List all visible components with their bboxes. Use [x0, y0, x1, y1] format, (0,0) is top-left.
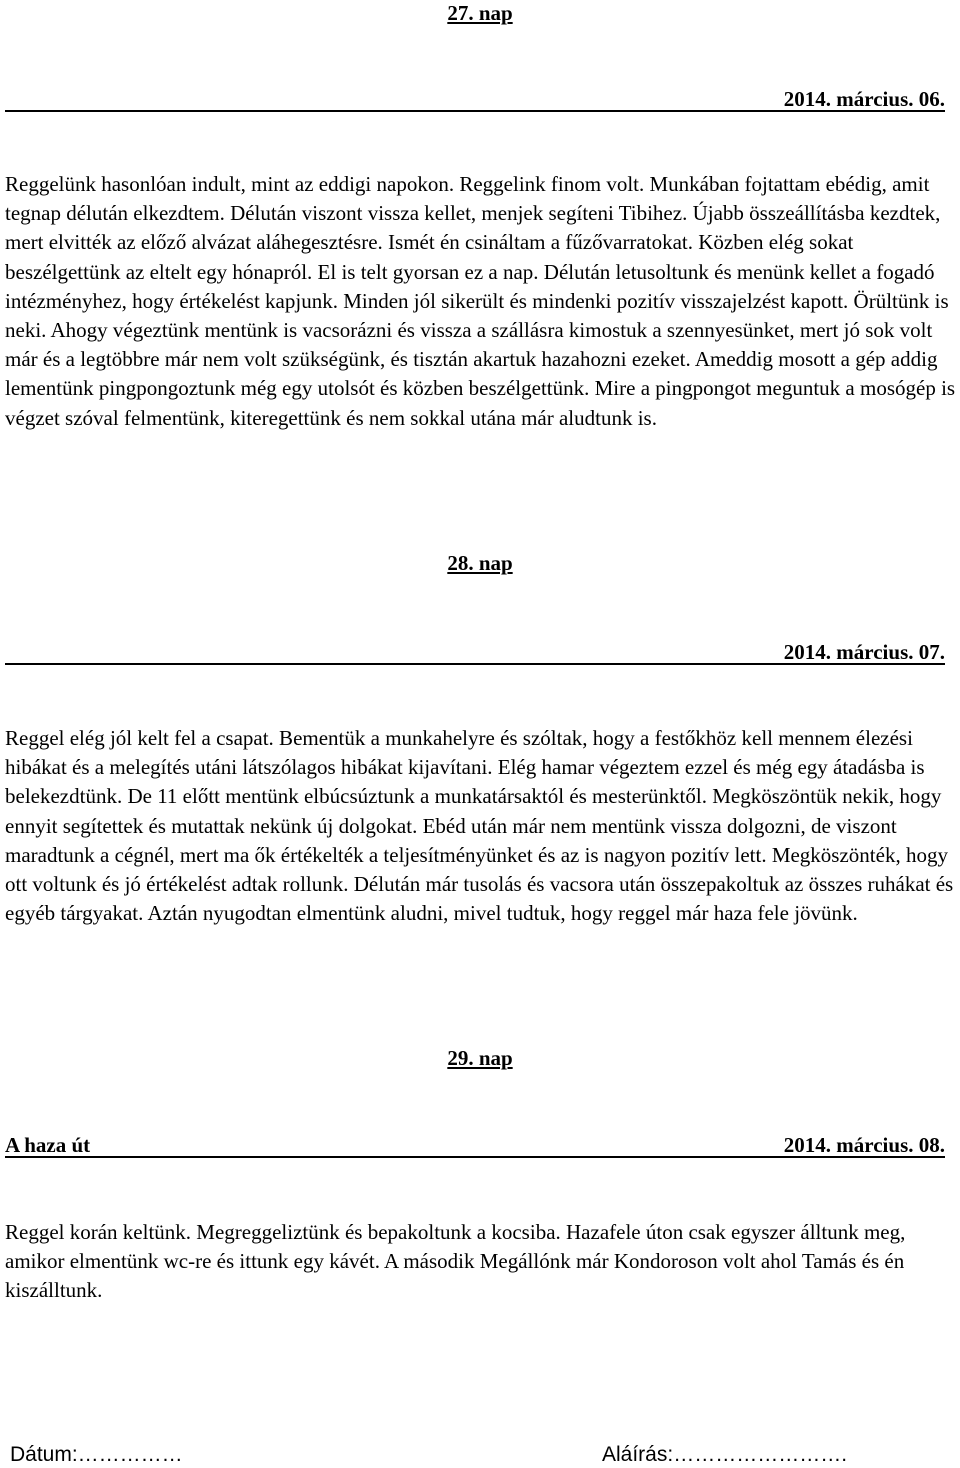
day-29-label: A haza út — [5, 1133, 91, 1157]
day-29-dateline — [5, 1134, 945, 1158]
day-27-heading: 27. nap — [447, 1, 513, 25]
day-28-dateline — [5, 641, 945, 665]
day-29-text: Reggel korán keltünk. Megreggeliztünk és bepakoltunk a kocsiba. Hazafele úton csak egyszer álltunk meg, amikor elmentünk wc-re és ittunk egy kávét. A második Megállónk már Kondoroson volt ahol Tamás és én kiszálltunk. — [5, 1220, 906, 1303]
day-28-date: 2014. március. 07. — [783, 640, 945, 664]
day-28-heading: 28. nap — [447, 551, 513, 575]
day-29-date: 2014. március. 08. — [783, 1133, 945, 1157]
day-28-text: Reggel elég jól kelt fel a csapat. Bementük a munkahelyre és szóltak, hogy a festőkhöz kell mennem élezési hibákat és a melegítés utáni látszólagos hibákat kijavítani. Elég hamar végeztem ezzel és még egy átadásba is belekezdtünk. De 11 előtt mentünk elbúcsúztunk a munkatársaktól és mesterünktől. Megköszöntük nekik, hogy ennyit segítettek és mutattak nekünk új dolgokat. Ebéd után már nem mentünk vissza dolgozni, de viszont maradtunk a cégnél, mert ma ők értékelték a teljesítményünket és az is nagyon pozitív lett. Megköszönték, hogy ott voltunk és jó értékelést adtak rollunk. Délután már tusolás és vacsora után összepakoltuk az összes ruhákat és egyéb tárgyakat. Aztán nyugodtan elmentünk aludni, mivel tudtuk, hogy reggel már haza fele jövünk. — [5, 726, 954, 926]
day-27-dateline — [5, 88, 945, 112]
day-27-text: Reggelünk hasonlóan indult, mint az eddigi napokon. Reggelink finom volt. Munkában fojtattam ebédig, amit tegnap délután elkezdtem. Délután viszont vissza kellet, menjek segíteni Tibihez. Újabb összeállításba kezdtek, mert elvitték az előző alvázat aláhegesztésre. Ismét én csináltam a fűzővarratokat. Közben elég sokat beszélgettünk az eltelt egy hónapról. El is telt gyorsan ez a nap. Délután letusoltunk és menünk kellet a fogadó intézményhez, hogy értékelést kapjunk. Minden jól sikerült és mindenki pozitív visszajelzést kapott. Örültünk is neki. Ahogy végeztünk mentünk is vacsorázni és vissza a szállásra kimostuk a szennyesünket, mert jó sok volt már és a legtöbbre már nem volt szükségünk, és tisztán akartuk hazahozni ezeket. Ameddig mosott a gép addig lementünk pingpongoztunk még egy utolsót és közben beszélgettünk. Mire a pingpongot meguntuk a mosógép is végzet szóval felmentünk, kiteregettünk és nem sokkal utána már aludtunk is. — [5, 172, 956, 430]
day-27-date: 2014. március. 06. — [783, 87, 945, 111]
date-signature-field: Dátum:…………… — [10, 1443, 183, 1466]
signature-field: Aláírás:……………………. — [602, 1443, 848, 1466]
day-29-heading: 29. nap — [447, 1046, 513, 1070]
